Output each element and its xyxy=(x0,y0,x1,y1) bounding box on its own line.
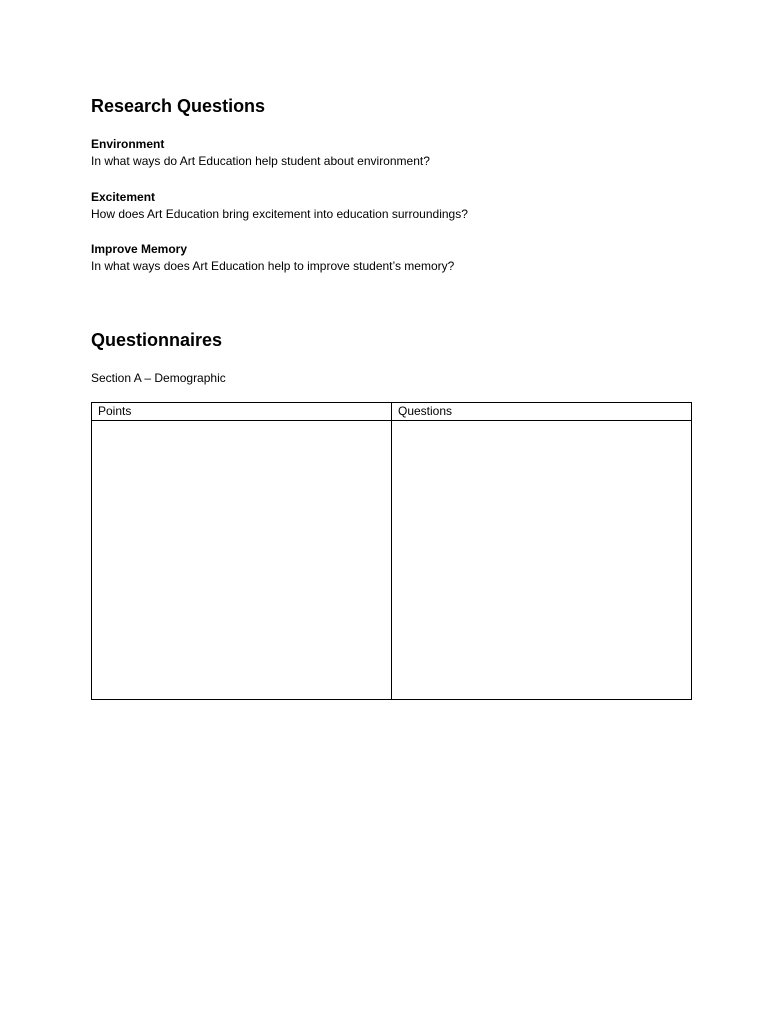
research-question-item xyxy=(91,189,468,223)
table-header-row xyxy=(92,403,692,421)
questions-column-header: Questions xyxy=(392,403,692,421)
table-row xyxy=(92,421,692,700)
research-question-item xyxy=(91,241,454,275)
questions-cell xyxy=(392,421,692,700)
research-question-title: Environment xyxy=(91,137,165,151)
research-questions-heading: Research Questions xyxy=(91,96,266,116)
points-column-header: Points xyxy=(92,403,392,421)
research-question-text: In what ways do Art Education help student about environment? xyxy=(91,154,430,168)
points-cell xyxy=(92,421,392,700)
research-question-text: In what ways does Art Education help to improve student’s memory? xyxy=(91,259,455,273)
research-question-item xyxy=(91,136,430,170)
section-a-label: Section A – Demographic xyxy=(91,371,226,385)
research-question-text: How does Art Education bring excitement into education surroundings? xyxy=(91,207,468,221)
questionnaires-heading: Questionnaires xyxy=(91,330,223,350)
research-question-title: Improve Memory xyxy=(91,242,188,256)
demographic-table xyxy=(91,402,692,700)
research-question-title: Excitement xyxy=(91,190,156,204)
